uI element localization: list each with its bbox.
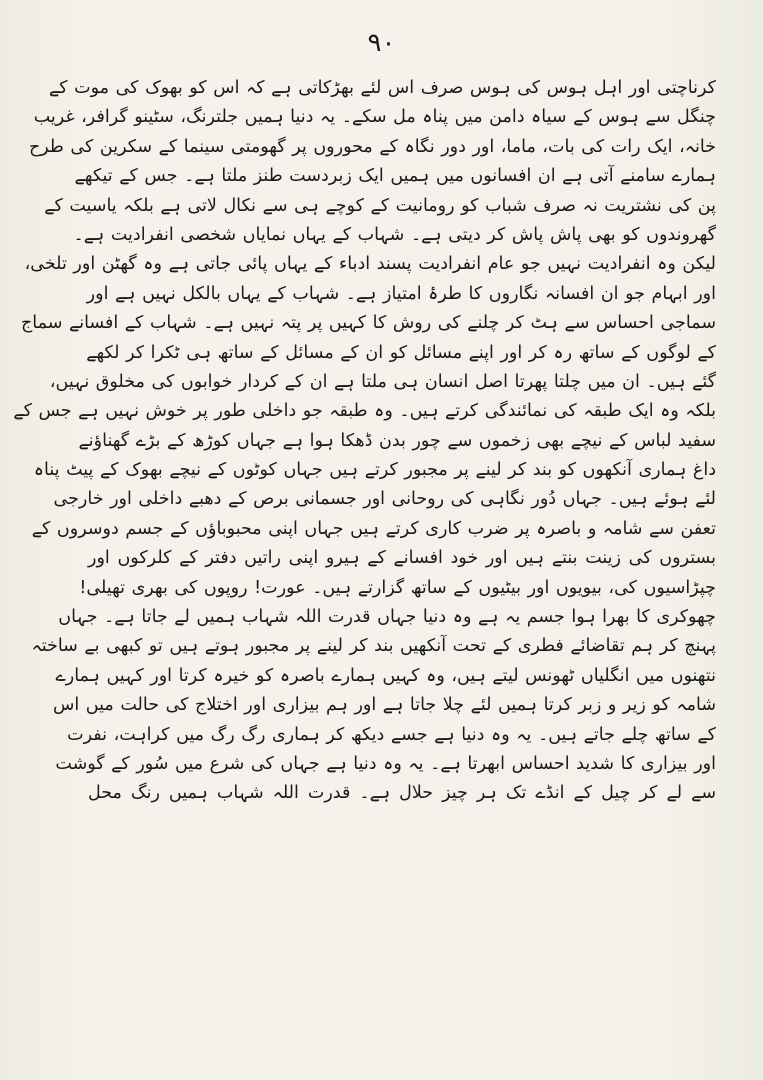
text-line: نتھنوں میں انگلیاں ٹھونس لیتے ہیں، وہ کہیں ہمارے باصرہ کو خیرہ کرتا اور کہیں ہمارے — [55, 665, 716, 686]
text-line: سفید لباس کے نیچے بھی زخموں سے چور بدن ڈھکا ہوا ہے جہاں کوڑھ کے بڑے گھناؤنے — [78, 430, 716, 451]
text-line: چنگل سے ہوس کے سیاہ دامن میں پناہ مل سکے۔ یہ دنیا ہمیں جلترنگ، سٹینو گرافر، غریب — [33, 107, 716, 128]
text-line: بستروں کی زینت بنتے ہیں اور خود افسانے کے ہیرو اپنی راتیں دفتر کے کلرکوں اور — [88, 548, 716, 569]
text-line: کرناچتی اور اہل ہوس کی ہوس صرف اس لئے بھڑکاتی ہے کہ اس کو بھوک کی موت کے — [49, 78, 716, 98]
text-line: پہنچ کر ہم تقاضائے فطری کے تحت آنکھیں بند کر لینے پر مجبور ہوتے ہیں تو کبھی بے ساختہ — [31, 636, 716, 657]
text-line: بلکہ وہ ایک طبقہ کی نمائندگی کرتے ہیں۔ وہ طبقہ جو داخلی طور پر خوش نہیں ہے جس کے — [13, 401, 716, 422]
page-number: ۹۰ — [367, 28, 396, 58]
text-line: سماجی احساس سے ہٹ کر چلنے کی روش کا کہیں پر پتہ نہیں ہے۔ شہاب کے افسانے سماج — [20, 313, 716, 334]
text-line: لئے ہوئے ہیں۔ جہاں دُور نگاہی کی روحانی اور جسمانی برص کے دھبے داخلی اور خارجی — [53, 489, 716, 510]
text-line: کے لوگوں کے ساتھ رہ کر اور اپنے مسائل کو ان کے مسائل کے ساتھ ہی ٹکرا کر لکھے — [86, 342, 716, 363]
text-line: اور بیزاری کا شدید احساس ابھرتا ہے۔ یہ وہ دنیا ہے جہاں کی شرع میں سُور کے گوشت — [55, 753, 716, 774]
text-line: چھوکری کا بھرا ہوا جسم یہ ہے وہ دنیا جہاں قدرت اللہ شہاب ہمیں لے جاتا ہے۔ جہاں — [58, 607, 716, 628]
text-line: کے ساتھ چلے جاتے ہیں۔ یہ وہ دنیا ہے جسے دیکھ کر ہماری رگ رگ میں کراہت، نفرت — [67, 724, 716, 745]
text-line: تعفن سے شامہ و باصرہ پر ضرب کاری کرتے ہیں جہاں اپنی محبوباؤں کے جسم دوسروں کے — [31, 518, 716, 539]
text-line: لیکن وہ انفرادیت نہیں جو عام انفرادیت پسند ادباء کے یہاں پائی جاتی ہے وہ گھٹن اور تلخی، — [24, 254, 716, 275]
text-line: گھروندوں کو بھی پاش پاش کر دیتی ہے۔ شہاب کے یہاں نمایاں شخصی انفرادیت ہے۔ — [73, 224, 716, 245]
text-line: اور ابہام جو ان افسانہ نگاروں کا طرۂ امتیاز ہے۔ شہاب کے یہاں بالکل نہیں ہے اور — [86, 283, 716, 304]
body-text — [13, 74, 716, 809]
text-line: خانہ، ایک رات کی بات، ماما، اور دور نگاہ کے محوروں پر گھومتی سینما کے سکرین کی طرح — [28, 136, 716, 157]
text-line: پن کی نشتریت نہ صرف شباب کو رومانیت کے کوچے ہی سے نکال لاتی ہے بلکہ یاسیت کے — [44, 195, 716, 216]
text-line: گئے ہیں۔ ان میں چلتا پھرتا اصل انسان ہی ملتا ہے ان کے کردار خوابوں کی مخلوق نہیں، — [49, 371, 716, 392]
text-line: سے لے کر چیل کے انڈے تک ہر چیز حلال ہے۔ قدرت اللہ شہاب ہمیں رنگ محل — [88, 783, 716, 804]
text-line: شامہ کو زیر و زبر کرتا ہمیں لئے چلا جاتا ہے اور ہم بیزاری اور اختلاج کی حالت میں اس — [53, 695, 716, 716]
text-line: داغ ہماری آنکھوں کو بند کر لینے پر مجبور کرتے ہیں جہاں کوٹوں کے نیچے بھوک کے پیٹ پناہ — [33, 460, 716, 481]
text-line: ہمارے سامنے آتی ہے ان افسانوں میں ہمیں ایک زبردست طنز ملتا ہے۔ جس کے تیکھے — [74, 166, 716, 187]
text-line: چپڑاسیوں کی، بیویوں اور بیٹیوں کے ساتھ گزارتے ہیں۔ عورت! روپوں کی بھری تھیلی! — [79, 577, 716, 598]
